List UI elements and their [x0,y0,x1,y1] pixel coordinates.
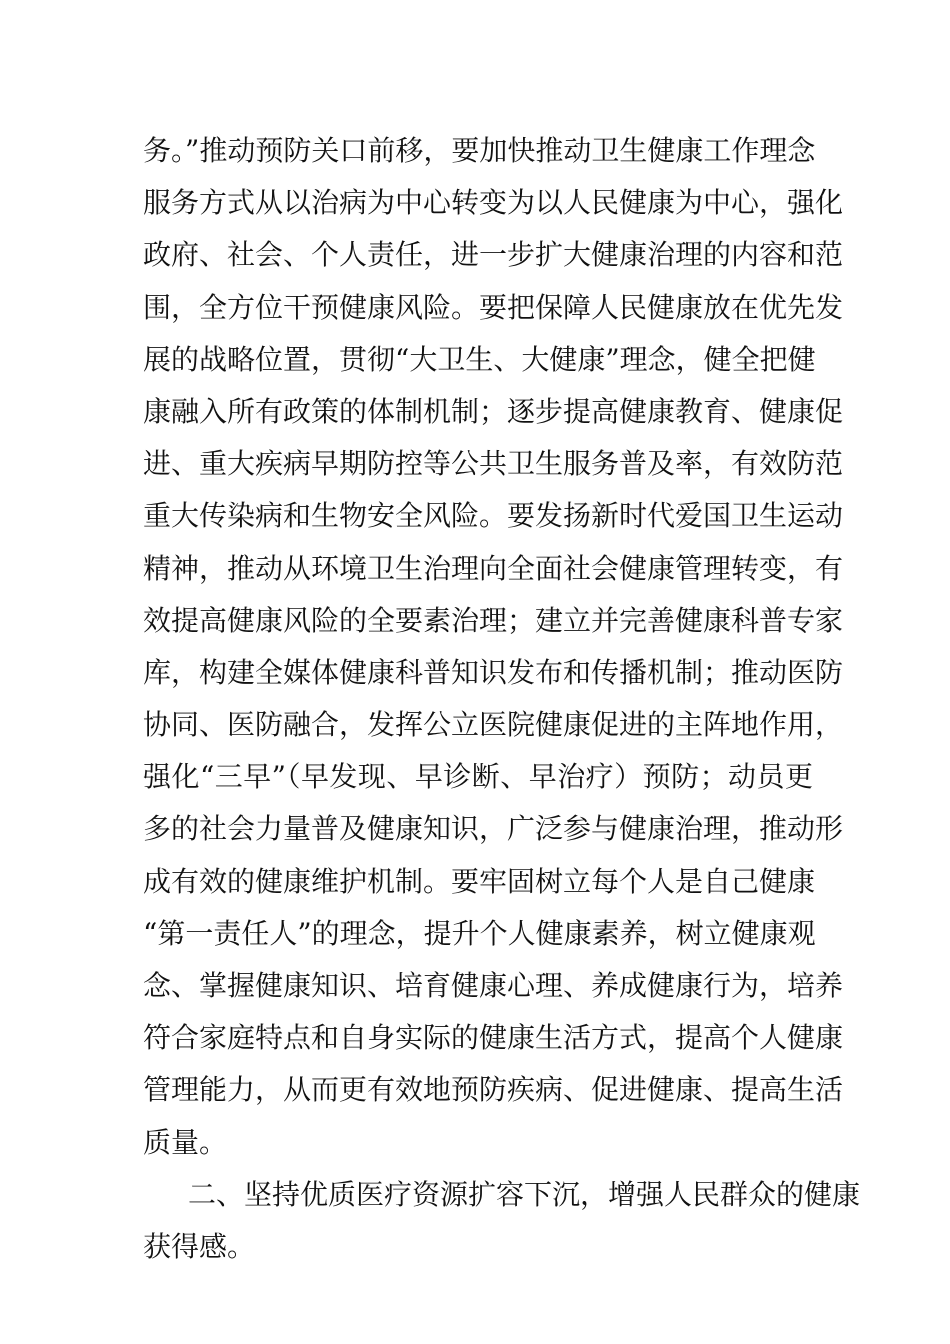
paragraph-line: 务。”推动预防关口前移，要加快推动卫生健康工作理念 [143,134,816,167]
paragraph-line: 效提高健康风险的全要素治理；建立并完善健康科普专家 [143,603,844,637]
paragraph-line: 多的社会力量普及健康知识，广泛参与健康治理，推动形 [143,812,844,846]
paragraph-line: 精神，推动从环境卫生治理向全面社会健康管理转变，有 [143,551,844,585]
section-heading-last-line: 获得感。 [143,1229,256,1263]
paragraph-line: 管理能力，从而更有效地预防疾病、促进健康、提高生活 [143,1073,844,1107]
paragraph-line: 念、掌握健康知识、培育健康心理、养成健康行为，培养 [143,969,844,1002]
paragraph-line: 进、重大疾病早期防控等公共卫生服务普及率，有效防范 [143,447,844,481]
paragraph-line: 政府、社会、个人责任，进一步扩大健康治理的内容和范 [143,238,844,272]
paragraph-line: 协同、医防融合，发挥公立医院健康促进的主阵地作用， [143,708,844,742]
paragraph-line: 围，全方位干预健康风险。要把保障人民健康放在优先发 [143,290,844,324]
paragraph-line: 库，构建全媒体健康科普知识发布和传播机制；推动医防 [143,655,844,689]
paragraph-line: 符合家庭特点和自身实际的健康生活方式，提高个人健康 [143,1021,844,1055]
paragraph-last-line: 质量。 [143,1125,228,1159]
paragraph-line: 康融入所有政策的体制机制；逐步提高健康教育、健康促 [143,394,844,428]
paragraph-line: 强化“三早”（早发现、早诊断、早治疗）预防；动员更 [143,760,813,794]
paragraph-line: 服务方式从以治病为中心转变为以人民健康为中心，强化 [143,186,844,220]
paragraph-line: 成有效的健康维护机制。要牢固树立每个人是自己健康 [143,864,816,898]
paragraph-line: 重大传染病和生物安全风险。要发扬新时代爱国卫生运动 [143,499,844,533]
document-body [143,125,861,1273]
section-heading-line: 二、坚持优质医疗资源扩容下沉，增强人民群众的健康 [188,1177,861,1211]
paragraph-line: “第一责任人”的理念，提升个人健康素养，树立健康观 [143,916,816,950]
paragraph-line: 展的战略位置，贯彻“大卫生、大健康”理念，健全把健 [143,342,816,376]
